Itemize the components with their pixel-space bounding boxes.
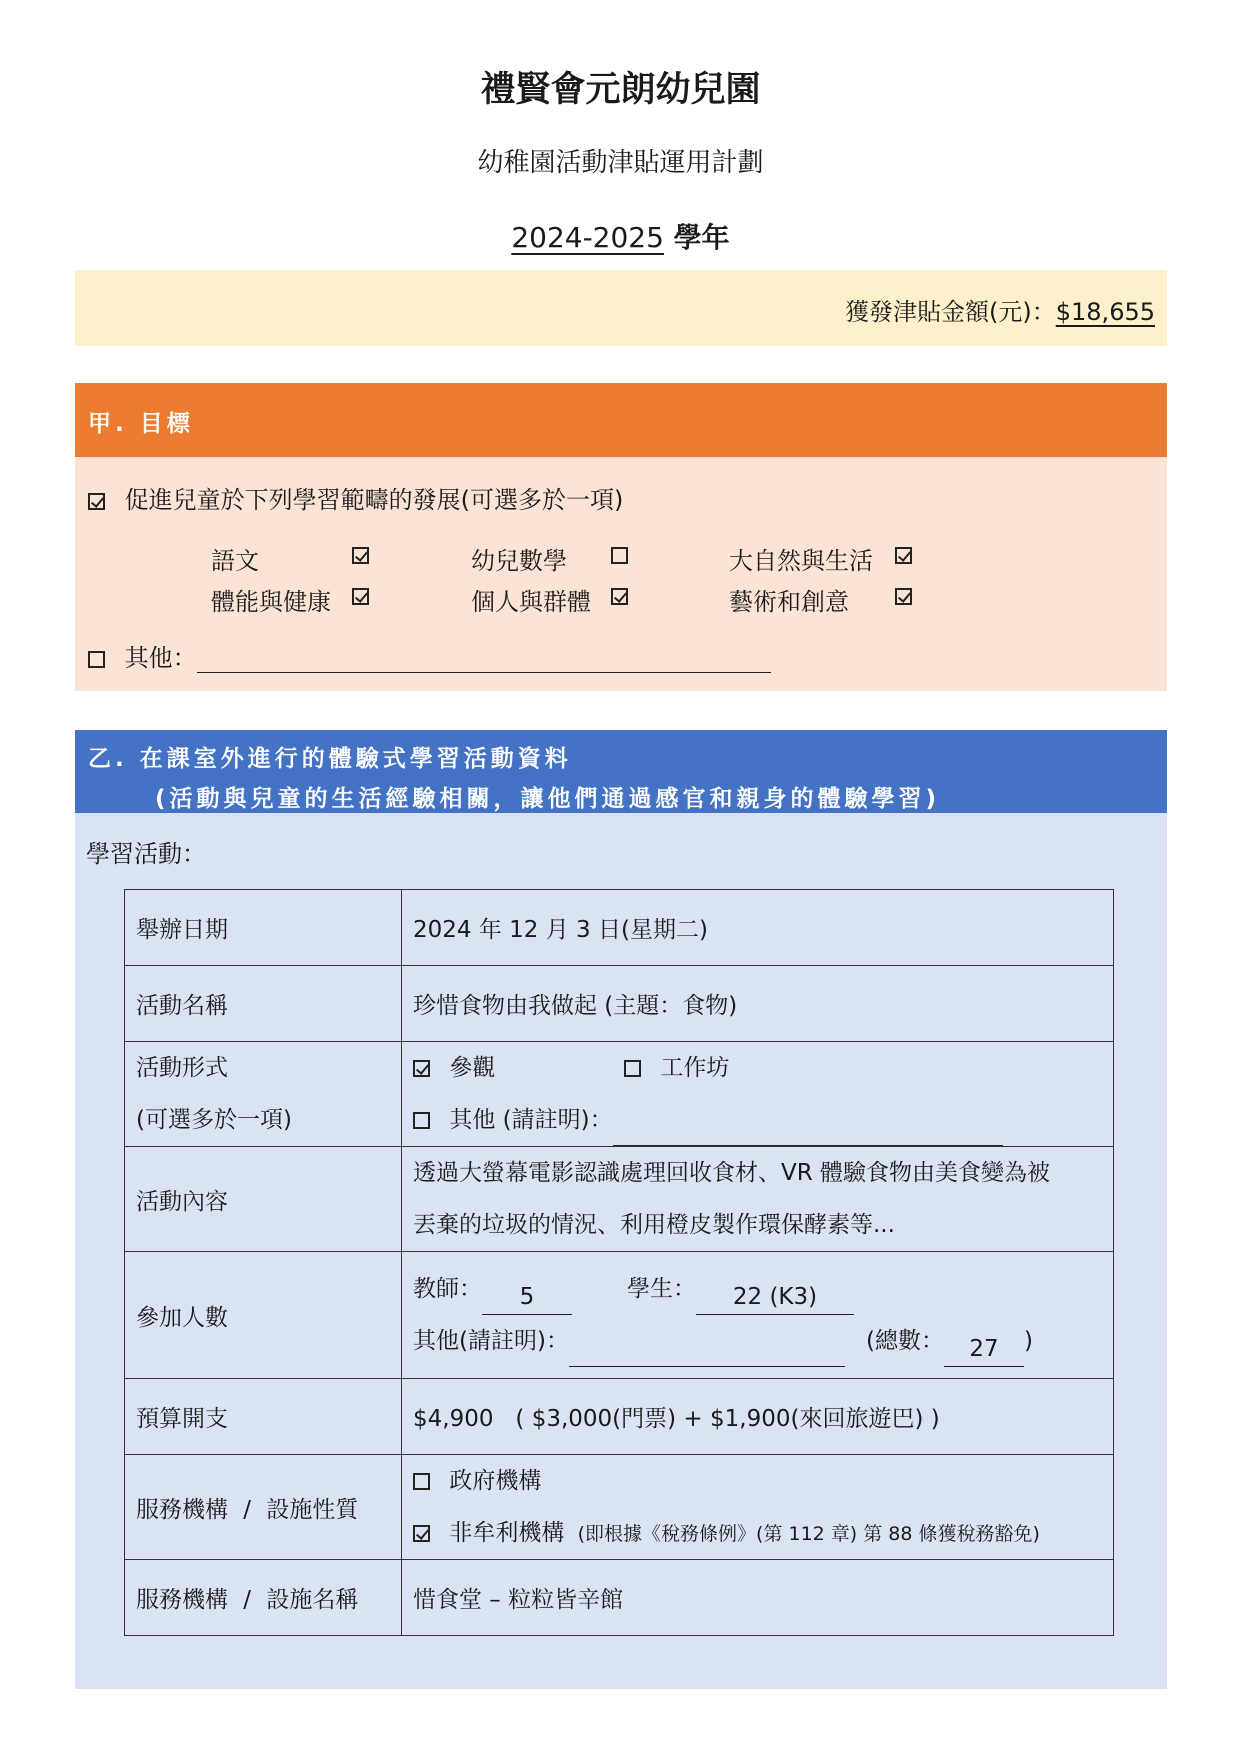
section-b-title: 乙. 在課室外進行的體驗式學習活動資料 (88, 746, 572, 772)
format-other-field[interactable] (613, 1110, 1003, 1146)
format-other-label: 其他 (請註明)： (449, 1107, 613, 1133)
name-value: 珍惜食物由我做起 (主題：食物) (402, 966, 1114, 1042)
org-name-value: 惜食堂 – 粒粒皆辛館 (402, 1560, 1114, 1636)
objective-main-label: 促進兒童於下列學習範疇的發展(可選多於一項) (124, 486, 624, 514)
org-type-row-1 (413, 1455, 1113, 1507)
section-a-title: 甲. 目標 (88, 411, 194, 437)
format-visit-label: 參觀 (449, 1055, 496, 1081)
learning-activity-label: 學習活動： (86, 840, 206, 868)
total (866, 1315, 1033, 1367)
section-b-subtitle: (活動與兒童的生活經驗相關，讓他們通過感官和親身的體驗學習) (155, 786, 941, 812)
school-year (0, 216, 1241, 256)
budget-key: 預算開支 (125, 1379, 402, 1455)
format-workshop-checkbox[interactable] (624, 1060, 641, 1077)
school-year-suffix: 學年 (663, 221, 730, 254)
format-visit-checkbox[interactable] (413, 1060, 430, 1077)
total-label: (總數： (866, 1328, 944, 1354)
org-npo-label: 非牟利機構 (449, 1520, 565, 1546)
format-other-checkbox[interactable] (413, 1112, 430, 1129)
format-key-line1: 活動形式 (136, 1055, 228, 1081)
section-b-header (75, 730, 1167, 813)
domain-physical-label: 體能與健康 (211, 588, 331, 616)
content-line-1: 透過大螢幕電影認識處理回收食材、VR 體驗食物由美食變為被 (413, 1160, 1051, 1186)
format-workshop (624, 1042, 729, 1094)
content-value (402, 1147, 1114, 1252)
domain-arts-label: 藝術和創意 (729, 588, 849, 616)
org-npo-note: (即根據《稅務條例》(第 112 章) 第 88 條獲稅務豁免) (577, 1523, 1040, 1545)
objective-other-label: 其他： (124, 644, 197, 672)
section-a-header (75, 383, 1167, 457)
school-name: 禮賢會元朗幼兒園 (480, 70, 761, 110)
table-row-name (125, 966, 1114, 1042)
org-gov-checkbox[interactable] (413, 1473, 430, 1490)
participants-row-2 (413, 1315, 1113, 1367)
org-gov-label: 政府機構 (449, 1468, 542, 1494)
table-row-participants (125, 1252, 1114, 1379)
date-value: 2024 年 12 月 3 日(星期二) (402, 890, 1114, 966)
total-value[interactable]: 27 (944, 1332, 1024, 1367)
format-row-2 (413, 1094, 1113, 1146)
budget-value: $4,900 ( $3,000(門票) + $1,900(來回旅遊巴) ) (402, 1379, 1114, 1455)
others-value[interactable] (569, 1333, 845, 1367)
school-year-value: 2024-2025 (511, 221, 664, 254)
format-workshop-label: 工作坊 (660, 1055, 730, 1081)
org-type-value (402, 1455, 1114, 1560)
grant-amount-bar (75, 270, 1167, 346)
teachers-label: 教師： (413, 1276, 482, 1302)
grant-amount-label: 獲發津貼金額(元)： (845, 298, 1056, 326)
objective-other-item (88, 638, 771, 673)
students-label: 學生： (627, 1276, 696, 1302)
others-label: 其他(請註明)： (413, 1328, 569, 1354)
domain-physical-checkbox[interactable] (352, 588, 369, 605)
activity-info-table (124, 889, 1114, 1636)
content-key: 活動內容 (125, 1147, 402, 1252)
table-row-org-name (125, 1560, 1114, 1636)
total-close: ) (1023, 1328, 1033, 1354)
plan-title: 幼稚園活動津貼運用計劃 (477, 148, 764, 178)
students (627, 1263, 854, 1315)
format-key-line2: (可選多於一項) (136, 1107, 292, 1133)
objective-other-field[interactable] (197, 645, 771, 673)
table-row-content (125, 1147, 1114, 1252)
date-key: 舉辦日期 (125, 890, 402, 966)
format-value (402, 1042, 1114, 1147)
grant-amount-value: $18,655 (1055, 298, 1155, 326)
domain-language-checkbox[interactable] (352, 547, 369, 564)
table-row-date (125, 890, 1114, 966)
table-row-budget (125, 1379, 1114, 1455)
org-type-key: 服務機構 / 設施性質 (125, 1455, 402, 1560)
format-key (125, 1042, 402, 1147)
objective-other-checkbox[interactable] (88, 651, 105, 668)
table-row-format (125, 1042, 1114, 1147)
domain-arts-checkbox[interactable] (895, 588, 912, 605)
domain-math-label: 幼兒數學 (471, 547, 567, 575)
domain-nature-checkbox[interactable] (895, 547, 912, 564)
name-key: 活動名稱 (125, 966, 402, 1042)
objective-main-checkbox[interactable] (88, 493, 105, 510)
org-type-row-2 (413, 1507, 1113, 1559)
teachers-value[interactable]: 5 (482, 1280, 572, 1315)
format-row-1 (413, 1042, 1113, 1094)
domain-self-society-label: 個人與群體 (471, 588, 591, 616)
org-npo-checkbox[interactable] (413, 1525, 430, 1542)
content-line-2: 丟棄的垃圾的情況、利用橙皮製作環保酵素等... (413, 1212, 895, 1238)
participants-value (402, 1252, 1114, 1379)
students-value[interactable]: 22 (K3) (696, 1280, 854, 1315)
domain-nature-label: 大自然與生活 (729, 547, 873, 575)
objective-main-item (88, 480, 623, 515)
participants-row-1 (413, 1263, 1113, 1315)
org-name-key: 服務機構 / 設施名稱 (125, 1560, 402, 1636)
grant-amount (845, 292, 1155, 327)
domain-self-society-checkbox[interactable] (611, 588, 628, 605)
table-row-org-type (125, 1455, 1114, 1560)
participants-key: 參加人數 (125, 1252, 402, 1379)
domain-language-label: 語文 (211, 547, 259, 575)
domain-math-checkbox[interactable] (611, 547, 628, 564)
